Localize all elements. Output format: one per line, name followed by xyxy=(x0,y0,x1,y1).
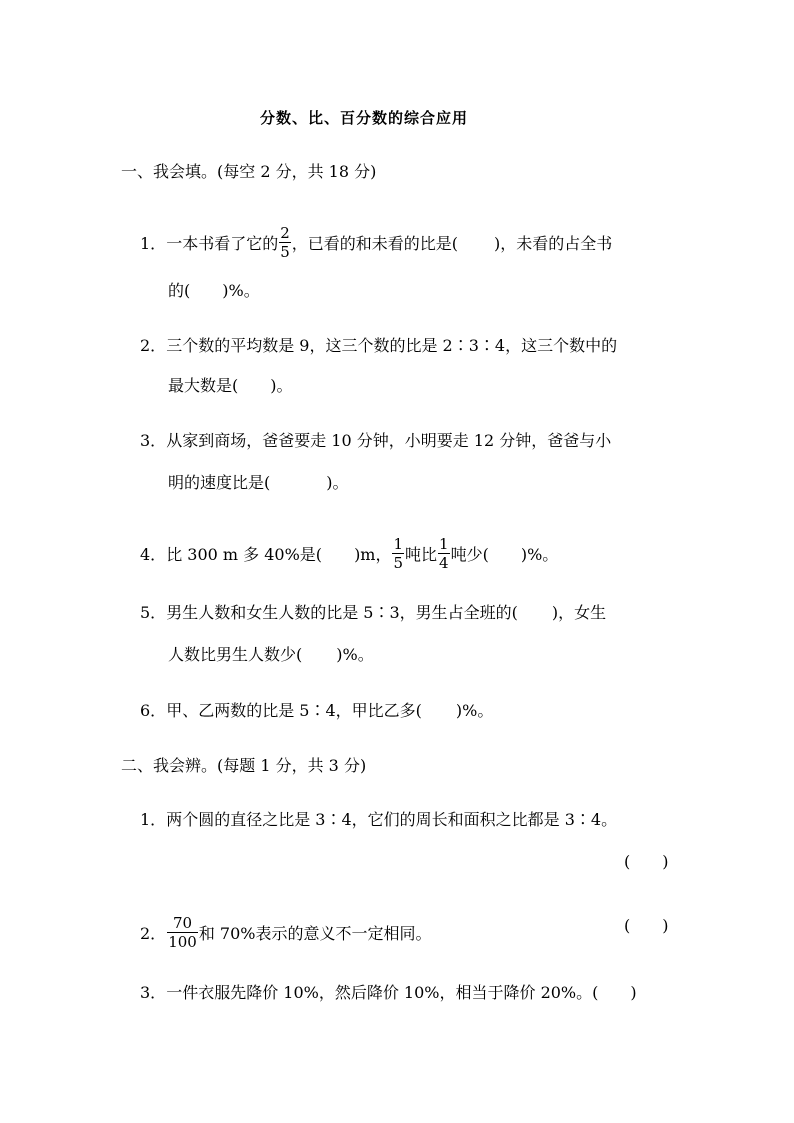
fraction-numerator: 1 xyxy=(439,535,449,553)
question-text: 男生人数和女生人数的比是 5∶3，男生占全班的( xyxy=(166,603,518,622)
fraction-denominator: 5 xyxy=(393,554,404,572)
fraction-numerator: 1 xyxy=(393,535,404,553)
section-2-heading: 二、我会辨。(每题 1 分，共 3 分) xyxy=(121,756,367,775)
question-text: 三个数的平均数是 9，这三个数的比是 2∶3∶4，这三个数中的 xyxy=(166,336,618,355)
fraction xyxy=(438,535,450,572)
fraction-numerator: 2 xyxy=(280,224,290,242)
question-text: 从家到商场，爸爸要走 10 分钟，小明要走 12 分钟，爸爸与小 xyxy=(166,431,612,450)
question-number: 1． xyxy=(140,810,167,829)
question-text: 吨比 xyxy=(405,545,438,564)
section-1-heading: 一、我会填。(每空 2 分，共 18 分) xyxy=(121,162,377,181)
fraction-numerator: 70 xyxy=(167,914,198,933)
answer-parentheses[interactable]: ( ) xyxy=(624,916,669,935)
question-text: )，未看的占全书 xyxy=(494,234,613,253)
fraction-denominator: 5 xyxy=(280,243,290,261)
question-text: )。 xyxy=(270,376,293,395)
question-number: 2． xyxy=(140,336,167,355)
question-text: )。 xyxy=(326,473,349,492)
question-text: )%。 xyxy=(336,645,374,664)
question-text: )%。 xyxy=(222,281,260,300)
question-text: 甲、乙两数的比是 5∶4，甲比乙多( xyxy=(166,701,422,720)
question-1-2 xyxy=(140,336,617,356)
question-text: )%。 xyxy=(455,701,494,720)
question-text: 的( xyxy=(168,281,191,300)
question-number: 3． xyxy=(140,983,167,1002)
question-text: 明的速度比是( xyxy=(168,473,271,492)
question-text: 一件衣服先降价 10%，然后降价 10%，相当于降价 20%。( ) xyxy=(166,983,637,1002)
question-text: )m， xyxy=(354,545,392,564)
question-1-6 xyxy=(140,701,493,721)
question-1-4 xyxy=(140,537,558,574)
question-number: 1． xyxy=(140,234,167,253)
question-1-1-line2 xyxy=(168,281,260,301)
fraction xyxy=(392,535,404,572)
question-text: )，女生 xyxy=(551,603,607,622)
question-text: 人数比男生人数少( xyxy=(168,645,303,664)
question-number: 2． xyxy=(140,924,167,943)
question-1-3-line2 xyxy=(168,473,349,493)
question-1-5 xyxy=(140,603,606,623)
question-text: 和 70%表示的意义不一定相同。 xyxy=(198,924,432,943)
question-number: 4． xyxy=(140,545,167,564)
fraction-denominator: 4 xyxy=(439,554,449,572)
question-1-5-line2 xyxy=(168,645,374,665)
question-2-2 xyxy=(140,916,431,953)
question-text: 两个圆的直径之比是 3∶4，它们的周长和面积之比都是 3∶4。 xyxy=(166,810,618,829)
fraction xyxy=(167,914,198,951)
question-text: 吨少( xyxy=(450,545,489,564)
fraction xyxy=(279,224,291,261)
question-text: ，已看的和未看的比是( xyxy=(291,234,458,253)
question-number: 3． xyxy=(140,431,167,450)
fraction-denominator: 100 xyxy=(168,933,197,951)
question-2-3 xyxy=(140,983,637,1003)
question-text: )%。 xyxy=(520,545,559,564)
question-1-3 xyxy=(140,431,611,451)
question-text: 最大数是( xyxy=(168,376,239,395)
question-number: 6． xyxy=(140,701,167,720)
question-text: 比 300 m 多 40%是( xyxy=(166,545,323,564)
answer-parentheses[interactable]: ( ) xyxy=(624,852,669,871)
question-number: 5． xyxy=(140,603,167,622)
question-1-1 xyxy=(140,226,612,263)
question-2-1 xyxy=(140,810,617,830)
question-text: 一本书看了它的 xyxy=(166,234,279,253)
page-title: 分数、比、百分数的综合应用 xyxy=(260,109,469,127)
question-1-2-line2 xyxy=(168,376,293,396)
